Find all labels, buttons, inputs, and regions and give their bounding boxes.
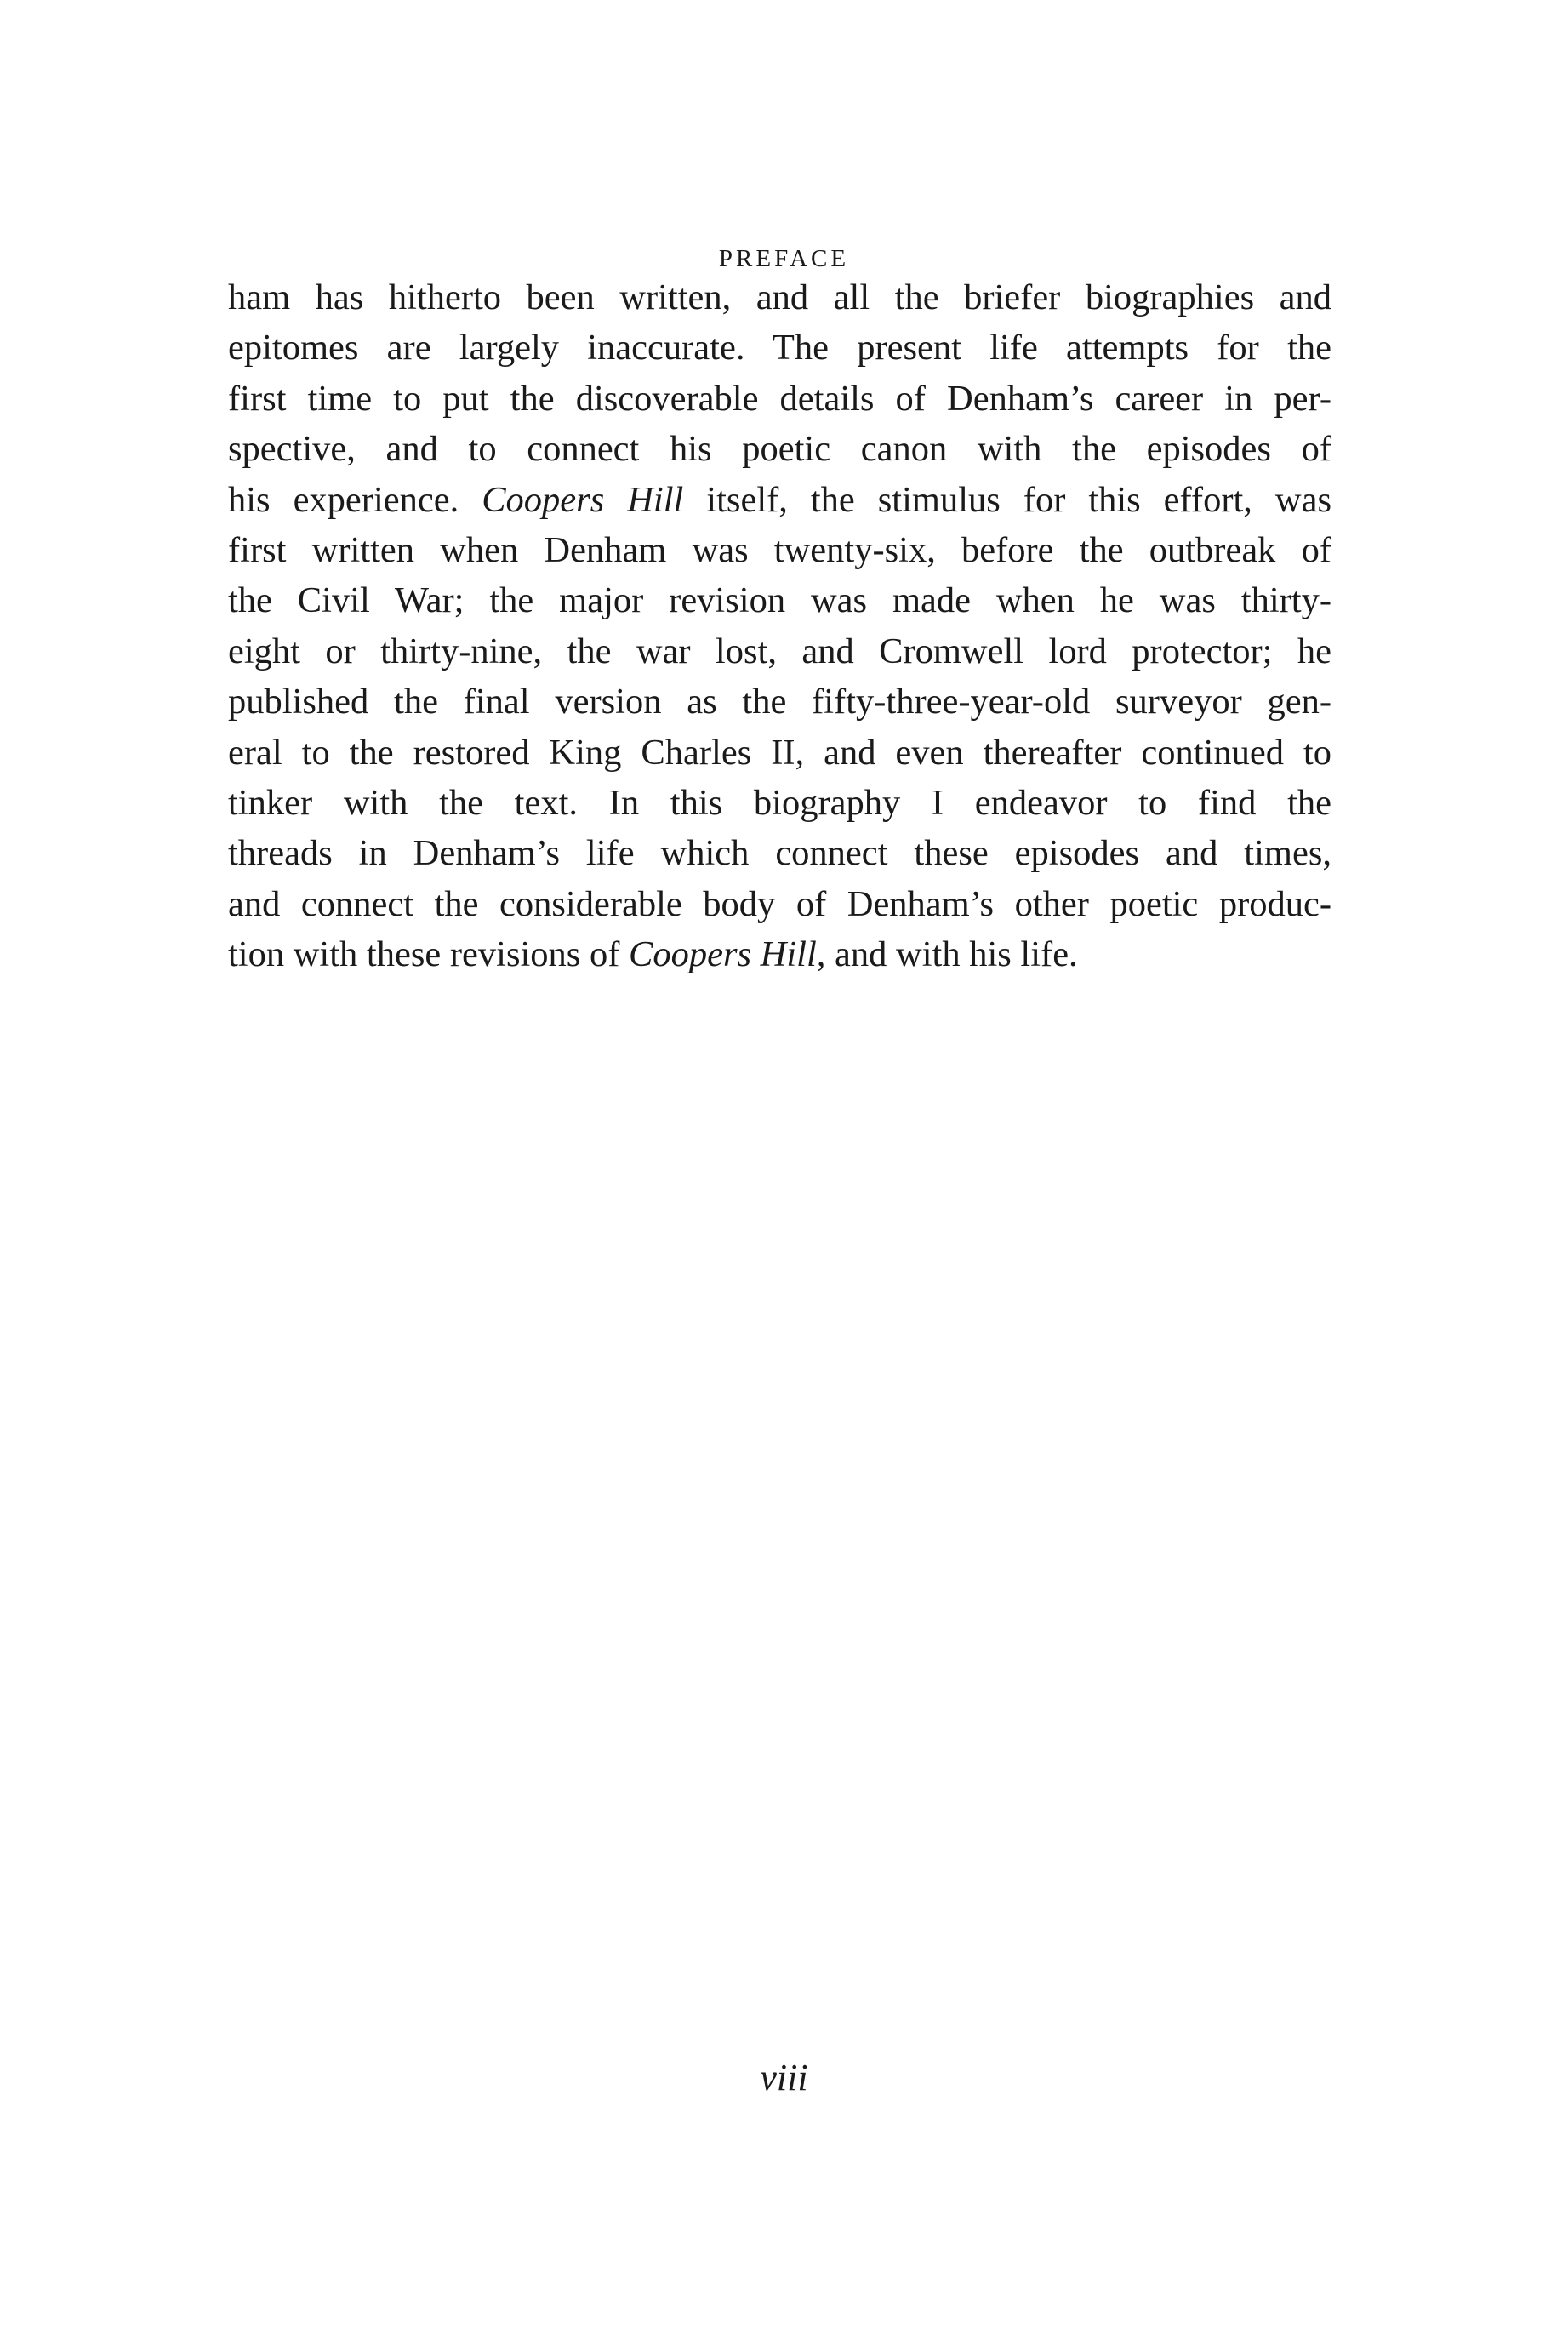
running-head: PREFACE [718,245,850,272]
text-run: and with his life. [835,934,1078,975]
text-line: tinker with the text. In this biography I endeavor to find the [228,782,1331,823]
text-line: spective, and to connect his poetic canon with the episodes of [228,429,1331,470]
text-line: threads in Denham’s life which connect these episodes and times, [228,833,1331,874]
preface-paragraph [228,272,1331,979]
text-line: published the final version as the fifty-three-year-old surveyor gen- [228,682,1331,722]
text-run: tion with these revisions of [228,934,620,975]
text-line: ham has hitherto been written, and all the briefer biographies and [228,277,1331,317]
text-run: his experience. [228,479,459,520]
text-line: eight or thirty-nine, the war lost, and Cromwell lord protector; he [228,631,1331,671]
text-run: itself, the stimulus for this effort, was [706,479,1331,520]
book-title: Coopers Hill, [629,934,826,975]
text-line: eral to the restored King Charles II, and even thereafter continued to [228,732,1331,773]
page-number: viii [760,2057,808,2098]
text-line: the Civil War; the major revision was made when he was thirty- [228,580,1331,621]
text-line: and connect the considerable body of Denham’s other poetic produc- [228,883,1331,924]
text-line [228,929,1331,979]
text-line: first time to put the discoverable details of Denham’s career in per- [228,378,1331,419]
book-title: Coopers Hill [482,479,684,520]
text-line: first written when Denham was twenty-six, before the outbreak of [228,529,1331,570]
text-line [228,475,1331,525]
text-line: epitomes are largely inaccurate. The present life attempts for the [228,328,1331,368]
